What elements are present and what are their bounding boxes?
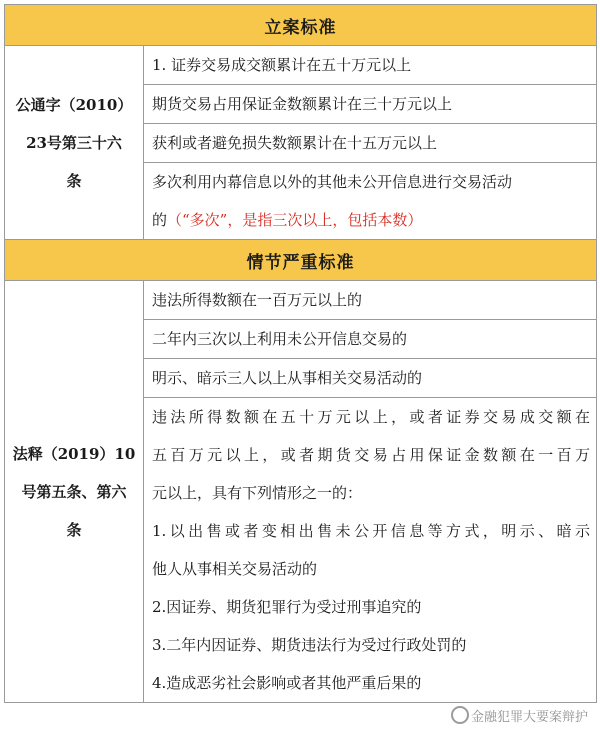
criterion-item: 期货交易占用保证金数额累计在三十万元以上: [144, 85, 597, 124]
law-line: 条: [66, 171, 82, 190]
law-line: 23号第三十六: [26, 133, 122, 152]
criterion-item: 1. 证券交易成交额累计在五十万元以上: [144, 46, 597, 85]
section2-header-row: [5, 240, 597, 281]
criterion-text: 他人从事相关交易活动的: [152, 560, 318, 578]
criterion-text: 元以上，具有下列情形之一的：: [152, 484, 363, 502]
watermark-text: 金融犯罪大要案辩护: [470, 710, 588, 725]
criterion-text: 五百万元以上，或者期货交易占用保证金数额在一百万: [152, 446, 590, 464]
section2-row: [5, 281, 597, 320]
law-line: 条: [66, 520, 82, 539]
criterion-item-long: [144, 398, 597, 703]
criterion-item: 明示、暗示三人以上从事相关交易活动的: [144, 359, 597, 398]
section1-header-row: [5, 5, 597, 46]
criterion-item-multiple-times: [144, 163, 597, 240]
watermark: [451, 706, 588, 725]
criterion-item: 违法所得数额在一百万元以上的: [144, 281, 597, 320]
section1-law-reference: [5, 46, 144, 240]
criterion-text: 违法所得数额在五十万元以上，或者证券交易成交额在: [152, 408, 590, 426]
criterion-item: 二年内三次以上利用未公开信息交易的: [144, 320, 597, 359]
criterion-text-line2: [152, 201, 590, 239]
criterion-text: 1.以出售或者变相出售未公开信息等方式，明示、暗示: [152, 522, 590, 540]
section1-header: 立案标准: [5, 5, 597, 46]
wechat-logo-icon: [451, 706, 469, 724]
criterion-text: 4.造成恶劣社会影响或者其他严重后果的: [152, 674, 422, 692]
section2-header: 情节严重标准: [5, 240, 597, 281]
standards-table: [4, 4, 597, 703]
criterion-text: 2.因证券、期货犯罪行为受过刑事追究的: [152, 598, 422, 616]
criterion-note: （“多次”，是指三次以上，包括本数）: [167, 211, 423, 229]
law-line: 号第五条、第六: [21, 482, 127, 501]
criterion-text: 3.二年内因证券、期货违法行为受过行政处罚的: [152, 636, 467, 654]
criterion-text: 多次利用内幕信息以外的其他未公开信息进行交易活动: [152, 173, 513, 191]
law-line: 公通字（2010）: [15, 95, 133, 114]
law-line: 法释（2019）10: [12, 444, 136, 463]
criterion-text: 的: [152, 211, 168, 229]
section1-row: [5, 46, 597, 85]
section2-law-reference: [5, 281, 144, 703]
criterion-item: 获利或者避免损失数额累计在十五万元以上: [144, 124, 597, 163]
